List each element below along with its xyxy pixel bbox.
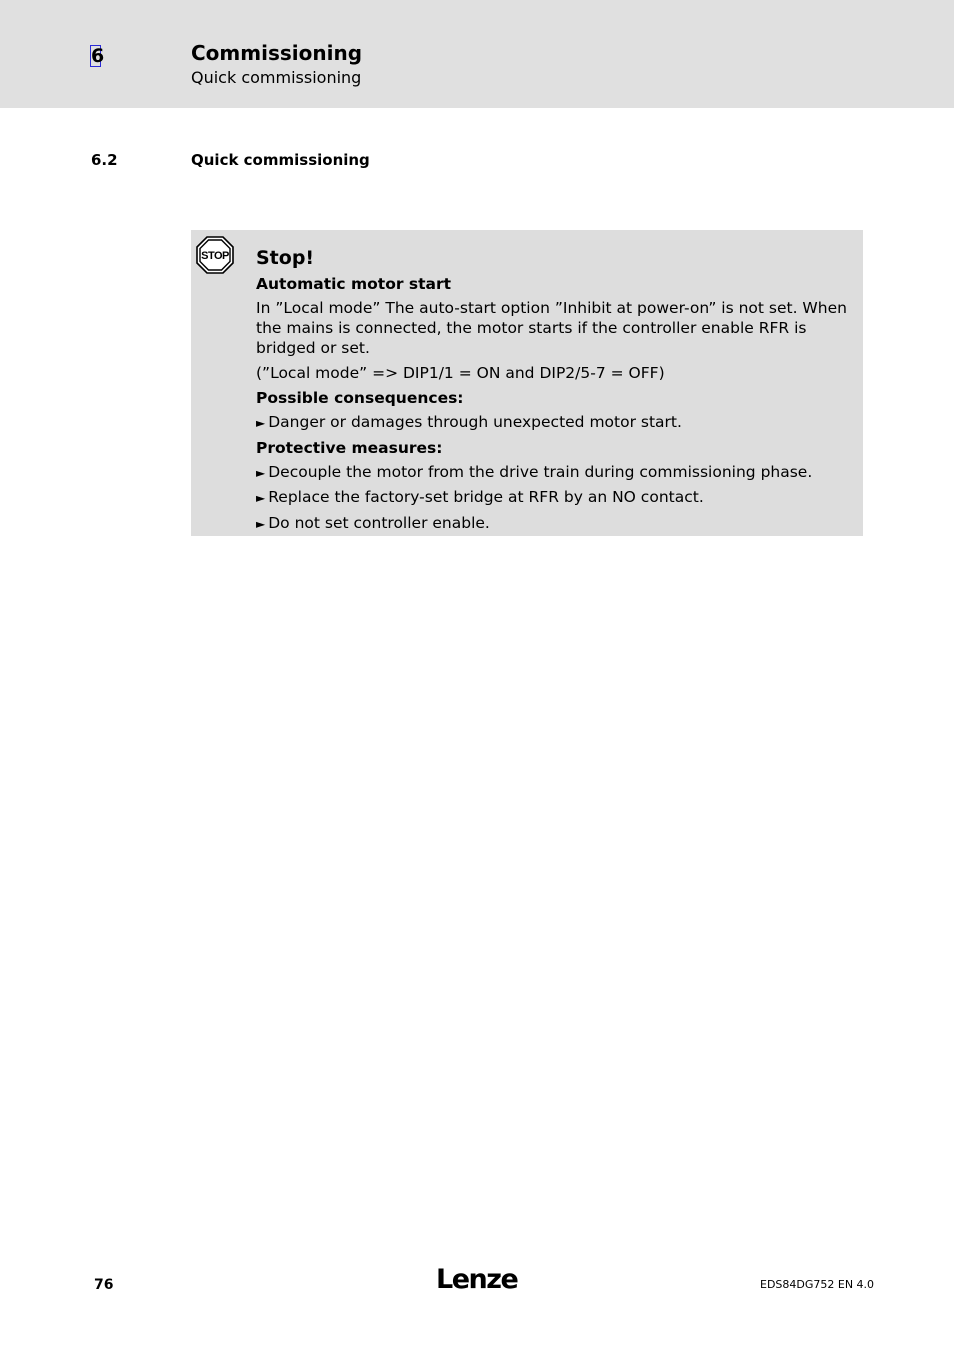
header-band xyxy=(0,0,954,108)
measure-text: Do not set controller enable. xyxy=(268,513,490,532)
section-number: 6.2 xyxy=(91,151,118,169)
chapter-title: Commissioning xyxy=(191,41,363,65)
stop-sign-icon xyxy=(196,236,234,274)
stop-sign-text: STOP xyxy=(201,250,229,262)
measure-text: Replace the factory-set bridge at RFR by an NO contact. xyxy=(268,488,704,506)
dip-switch-note: (”Local mode” => DIP1/1 = ON and DIP2/5-7 = OFF) xyxy=(256,364,665,382)
bullet-arrow-icon: ► xyxy=(256,516,266,531)
bullet-arrow-icon: ► xyxy=(256,416,266,430)
measure-item xyxy=(256,462,856,483)
bullet-arrow-icon: ► xyxy=(256,465,266,480)
measure-item xyxy=(256,487,856,508)
stop-content xyxy=(256,246,856,538)
hazard-title: Automatic motor start xyxy=(256,275,452,293)
measure-item xyxy=(256,513,856,534)
chapter-number: 6 xyxy=(91,45,105,67)
stop-warning-box xyxy=(191,230,863,536)
lenze-logo: Lenze xyxy=(436,1264,518,1295)
page-number: 76 xyxy=(94,1277,114,1293)
hazard-description: In ”Local mode” The auto-start option ”Inhibit at power-on” is not set. When the mains is connected, the motor starts if the controller enable RFR is bridged or set. xyxy=(256,299,847,357)
document-id: EDS84DG752 EN 4.0 xyxy=(760,1278,875,1291)
bullet-arrow-icon: ► xyxy=(256,491,266,505)
measure-text: Decouple the motor from the drive train during commissioning phase. xyxy=(268,462,813,481)
consequences-label: Possible consequences: xyxy=(256,389,464,407)
stop-heading: Stop! xyxy=(256,247,315,269)
section-title: Quick commissioning xyxy=(191,151,370,169)
consequence-item xyxy=(256,412,856,433)
chapter-subtitle: Quick commissioning xyxy=(191,68,362,87)
measures-label: Protective measures: xyxy=(256,438,443,457)
consequence-text: Danger or damages through unexpected motor start. xyxy=(268,413,682,431)
